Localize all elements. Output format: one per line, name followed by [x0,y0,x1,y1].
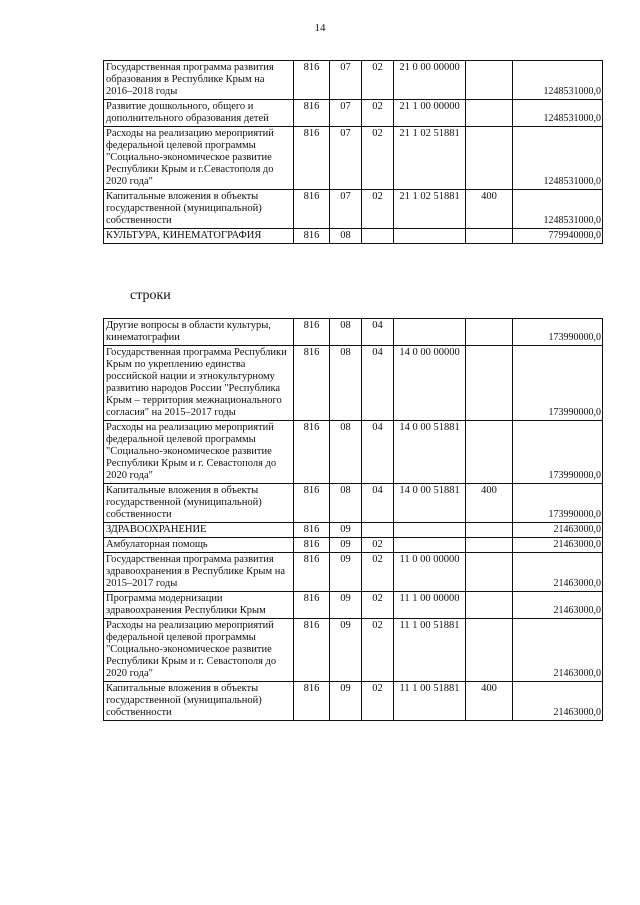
section-code-cell: 09 [330,682,362,721]
section-code-cell: 07 [330,190,362,229]
ministry-code-cell: 816 [294,190,330,229]
expense-type-cell [466,523,513,538]
table-row [104,100,603,127]
target-article-cell: 21 1 02 51881 [394,190,466,229]
amount-cell: 779940000,0 [513,229,603,244]
target-article-cell [394,538,466,553]
expense-type-cell [466,229,513,244]
expense-name-cell: Развитие дошкольного, общего и дополнительного образования детей [104,100,294,127]
expense-type-cell [466,553,513,592]
expense-name-cell: Расходы на реализацию мероприятий федеральной целевой программы "Социально-экономическое развитие Республики Крым и г.Севастополя до 2020 года" [104,127,294,190]
ministry-code-cell: 816 [294,538,330,553]
target-article-cell: 11 0 00 00000 [394,553,466,592]
ministry-code-cell: 816 [294,484,330,523]
expense-name-cell: Государственная программа Республики Крым по укреплению единства российской нации и этнокультурному развитию народов России "Республика Крым – территория межнационального согласия" на 2015–2017 годы [104,346,294,421]
ministry-code-cell: 816 [294,421,330,484]
amount-cell: 21463000,0 [513,538,603,553]
table-row [104,619,603,682]
expense-name-cell: Капитальные вложения в объекты государственной (муниципальной) собственности [104,190,294,229]
expense-type-cell: 400 [466,484,513,523]
target-article-cell: 21 0 00 00000 [394,61,466,100]
target-article-cell [394,229,466,244]
expense-type-cell [466,592,513,619]
table-row [104,190,603,229]
subsection-code-cell: 02 [362,592,394,619]
table-row [104,127,603,190]
subsection-code-cell: 02 [362,190,394,229]
section-code-cell: 09 [330,592,362,619]
amount-cell: 173990000,0 [513,319,603,346]
page-number: 14 [314,22,326,34]
expense-type-cell [466,127,513,190]
amount-cell: 1248531000,0 [513,100,603,127]
target-article-cell: 11 1 00 51881 [394,619,466,682]
table-row [104,346,603,421]
expense-type-cell [466,421,513,484]
subsection-code-cell: 02 [362,61,394,100]
amount-cell: 21463000,0 [513,523,603,538]
ministry-code-cell: 816 [294,619,330,682]
ministry-code-cell: 816 [294,592,330,619]
section-code-cell: 08 [330,421,362,484]
subsection-code-cell: 02 [362,682,394,721]
expense-name-cell: Амбулаторная помощь [104,538,294,553]
expense-name-cell: Другие вопросы в области культуры, кинематографии [104,319,294,346]
table-row [104,319,603,346]
ministry-code-cell: 816 [294,61,330,100]
amount-cell: 21463000,0 [513,592,603,619]
table-row [104,61,603,100]
amount-cell: 21463000,0 [513,619,603,682]
amount-cell: 173990000,0 [513,421,603,484]
section-code-cell: 08 [330,229,362,244]
target-article-cell: 14 0 00 51881 [394,421,466,484]
ministry-code-cell: 816 [294,682,330,721]
ministry-code-cell: 816 [294,319,330,346]
target-article-cell: 11 1 00 00000 [394,592,466,619]
expense-name-cell: Программа модернизации здравоохранения Республики Крым [104,592,294,619]
subsection-code-cell: 04 [362,484,394,523]
section-code-cell: 07 [330,100,362,127]
table-row [104,229,603,244]
subsection-code-cell: 02 [362,538,394,553]
ministry-code-cell: 816 [294,523,330,538]
section-code-cell: 07 [330,61,362,100]
budget-table-bottom [103,318,603,721]
section-code-cell: 09 [330,538,362,553]
amount-cell: 173990000,0 [513,484,603,523]
section-code-cell: 08 [330,484,362,523]
expense-name-cell: Капитальные вложения в объекты государственной (муниципальной) собственности [104,484,294,523]
amount-cell: 1248531000,0 [513,190,603,229]
subsection-code-cell [362,523,394,538]
expense-type-cell [466,100,513,127]
amount-cell: 21463000,0 [513,682,603,721]
section-code-cell: 08 [330,346,362,421]
section-code-cell: 07 [330,127,362,190]
subsection-code-cell: 04 [362,421,394,484]
ministry-code-cell: 816 [294,346,330,421]
amount-cell: 1248531000,0 [513,61,603,100]
subsection-code-cell [362,229,394,244]
target-article-cell: 11 1 00 51881 [394,682,466,721]
expense-name-cell: Расходы на реализацию мероприятий федеральной целевой программы "Социально-экономическое развитие Республики Крым и г. Севастополя до 2020 года" [104,619,294,682]
table-row [104,523,603,538]
subsection-code-cell: 04 [362,319,394,346]
amount-cell: 173990000,0 [513,346,603,421]
table-row [104,592,603,619]
expense-type-cell [466,538,513,553]
target-article-cell: 14 0 00 00000 [394,346,466,421]
expense-type-cell [466,61,513,100]
ministry-code-cell: 816 [294,229,330,244]
expense-name-cell: Государственная программа развития здравоохранения в Республике Крым на 2015–2017 годы [104,553,294,592]
expense-name-cell: Расходы на реализацию мероприятий федеральной целевой программы "Социально-экономическое развитие Республики Крым и г. Севастополя до 2020 года" [104,421,294,484]
expense-name-cell: КУЛЬТУРА, КИНЕМАТОГРАФИЯ [104,229,294,244]
ministry-code-cell: 816 [294,553,330,592]
amount-cell: 21463000,0 [513,553,603,592]
amount-cell: 1248531000,0 [513,127,603,190]
subsection-code-cell: 02 [362,553,394,592]
table-row [104,682,603,721]
expense-name-cell: ЗДРАВООХРАНЕНИЕ [104,523,294,538]
table-row [104,538,603,553]
budget-table-top [103,60,603,244]
expense-name-cell: Государственная программа развития образования в Республике Крым на 2016–2018 годы [104,61,294,100]
table-row [104,484,603,523]
expense-type-cell [466,619,513,682]
section-code-cell: 09 [330,553,362,592]
table-row [104,553,603,592]
table-row [104,421,603,484]
target-article-cell [394,319,466,346]
section-code-cell: 09 [330,523,362,538]
section-code-cell: 09 [330,619,362,682]
subsection-code-cell: 02 [362,619,394,682]
subsection-code-cell: 02 [362,100,394,127]
target-article-cell: 21 1 00 00000 [394,100,466,127]
section-code-cell: 08 [330,319,362,346]
ministry-code-cell: 816 [294,127,330,190]
expense-type-cell [466,346,513,421]
target-article-cell: 21 1 02 51881 [394,127,466,190]
subsection-code-cell: 02 [362,127,394,190]
ministry-code-cell: 816 [294,100,330,127]
section-separator: строки [130,288,171,303]
expense-type-cell: 400 [466,682,513,721]
subsection-code-cell: 04 [362,346,394,421]
target-article-cell [394,523,466,538]
target-article-cell: 14 0 00 51881 [394,484,466,523]
expense-type-cell: 400 [466,190,513,229]
expense-type-cell [466,319,513,346]
expense-name-cell: Капитальные вложения в объекты государственной (муниципальной) собственности [104,682,294,721]
